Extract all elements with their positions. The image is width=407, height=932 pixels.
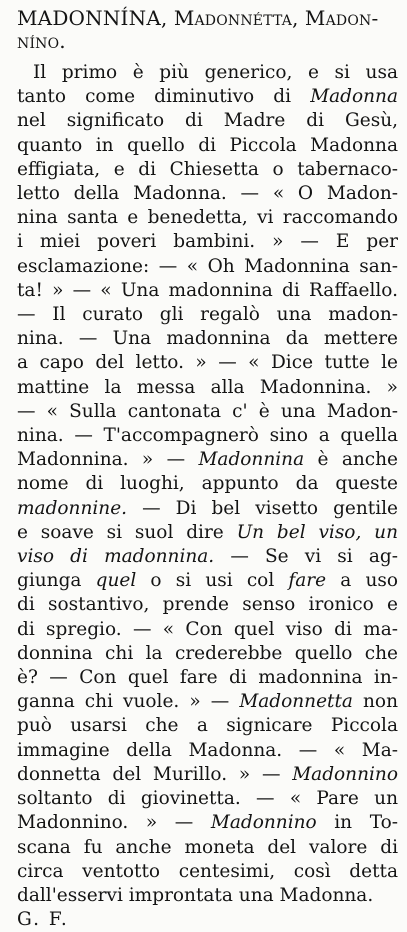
- text-segment: Il primo è più generico, e si usa: [33, 62, 398, 83]
- text-segment: scana fu anche moneta del valore di: [17, 836, 398, 858]
- italic-text: quel: [95, 570, 137, 592]
- text-segment: nina santa e benedetta, vi raccomando: [17, 207, 398, 229]
- italic-text: Madonnina: [198, 449, 305, 471]
- text-line: [17, 134, 398, 158]
- text-line: [17, 109, 398, 133]
- italic-text: Madonnetta: [239, 691, 353, 713]
- heading-separator: ,: [161, 7, 174, 30]
- text-segment: ta! » — « Una madonnina di Raffaello.: [17, 279, 398, 301]
- text-line: [17, 763, 398, 787]
- text-line: [17, 61, 398, 85]
- italic-text: Madonnino: [210, 812, 317, 834]
- headword-madonnino-end: níno.: [17, 29, 66, 53]
- text-segment: Madonnina. » —: [17, 449, 199, 471]
- text-segment: mattine la messa alla Madonnina. »: [17, 376, 398, 398]
- text-segment: nel significato di Madre di Gesù,: [17, 110, 398, 132]
- italic-text: madonnine.: [17, 497, 128, 519]
- text-line: [17, 521, 398, 545]
- text-segment: soltanto di giovinetta. — « Pare un: [17, 788, 398, 810]
- text-segment: in To-: [316, 812, 398, 834]
- text-segment: nina. — T'accompagnerò sino a quella: [17, 425, 398, 447]
- text-line: [17, 884, 398, 908]
- text-segment: è? — Con quel fare di madonnina in-: [17, 667, 398, 689]
- text-line: [17, 327, 398, 351]
- text-segment: i miei poveri bambini. » — E per: [17, 231, 398, 253]
- text-segment: nina. — Una madonnina da mettere: [17, 328, 398, 350]
- entry-heading: [17, 7, 398, 30]
- text-segment: e soave si suol dire: [17, 521, 237, 543]
- italic-text: fare: [288, 570, 327, 592]
- text-line: [17, 448, 398, 472]
- text-line: [17, 303, 398, 327]
- text-line: [17, 739, 398, 763]
- heading-separator: ,: [292, 7, 305, 30]
- headword-madonnina: MADONNÍNA: [17, 6, 161, 30]
- text-segment: di sostantivo, prende senso ironico e: [17, 594, 398, 616]
- text-segment: ganna chi vuole. » —: [17, 691, 240, 713]
- text-line: [17, 351, 398, 375]
- text-line: [17, 836, 398, 860]
- text-line: [17, 376, 398, 400]
- text-segment: Madonnino. » —: [17, 812, 211, 834]
- text-segment: — « Sulla cantonata c' è una Madon-: [17, 400, 398, 422]
- text-segment: letto della Madonna. — « O Madon-: [17, 183, 398, 205]
- text-line: [17, 569, 398, 593]
- text-line: [17, 424, 398, 448]
- text-line: [17, 279, 398, 303]
- text-segment: donnina chi la crederebbe quello che: [17, 642, 398, 664]
- entry-heading-continued: [17, 30, 398, 53]
- text-segment: circa ventotto centesimi, così detta: [17, 860, 398, 882]
- text-segment: — Il curato gli regalò una madon-: [17, 304, 398, 326]
- text-line: [17, 642, 398, 666]
- text-segment: a uso: [326, 570, 398, 592]
- text-segment: donnetta del Murillo. » —: [17, 763, 293, 785]
- entry-body: [17, 61, 398, 908]
- italic-text: viso di madonnina.: [17, 546, 215, 568]
- text-segment: — Di bel visetto gentile: [127, 497, 398, 519]
- text-line: [17, 230, 398, 254]
- author-signature: G. F.: [17, 909, 69, 931]
- text-segment: è anche: [304, 449, 398, 471]
- text-line: [17, 182, 398, 206]
- text-line: [17, 206, 398, 230]
- text-segment: non: [352, 691, 398, 713]
- text-line: [17, 666, 398, 690]
- text-line: [17, 714, 398, 738]
- text-line: [17, 811, 398, 835]
- text-segment: quanto in quello di Piccola Madonna: [17, 134, 398, 156]
- text-segment: tanto come diminutivo di: [17, 86, 311, 108]
- text-segment: di spregio. — « Con quel viso di ma-: [17, 618, 398, 640]
- text-line: [17, 860, 398, 884]
- text-line: [17, 497, 398, 521]
- text-segment: immagine della Madonna. — « Ma-: [17, 739, 398, 761]
- text-segment: nome di luoghi, appunto da queste: [17, 473, 398, 495]
- headword-madonnetta: Madonnétta: [173, 6, 293, 30]
- italic-text: Un bel viso, un: [236, 521, 398, 543]
- text-segment: — Se vi si ag-: [214, 546, 398, 568]
- text-line: [17, 158, 398, 182]
- text-line: [17, 545, 398, 569]
- text-line: [17, 85, 398, 109]
- text-line: [17, 400, 398, 424]
- text-segment: o si usi col: [136, 570, 289, 592]
- text-segment: dall'esservi improntata una Madonna.: [17, 884, 374, 906]
- text-segment: a capo del letto. » — « Dice tutte le: [17, 352, 398, 374]
- text-segment: esclamazione: — « Oh Madonnina san-: [17, 255, 398, 277]
- text-segment: effigiata, e di Chiesetta o tabernaco-: [17, 158, 398, 180]
- text-line: [17, 255, 398, 279]
- text-line: [17, 690, 398, 714]
- text-line: [17, 787, 398, 811]
- headword-madonnino-start: Madon-: [304, 6, 379, 30]
- text-line: [17, 472, 398, 496]
- text-segment: può usarsi che a signicare Piccola: [17, 715, 398, 737]
- italic-text: Madonnino: [292, 763, 398, 785]
- text-line: [17, 593, 398, 617]
- text-segment: giunga: [17, 570, 96, 592]
- text-line: [17, 618, 398, 642]
- italic-text: Madonna: [310, 86, 398, 108]
